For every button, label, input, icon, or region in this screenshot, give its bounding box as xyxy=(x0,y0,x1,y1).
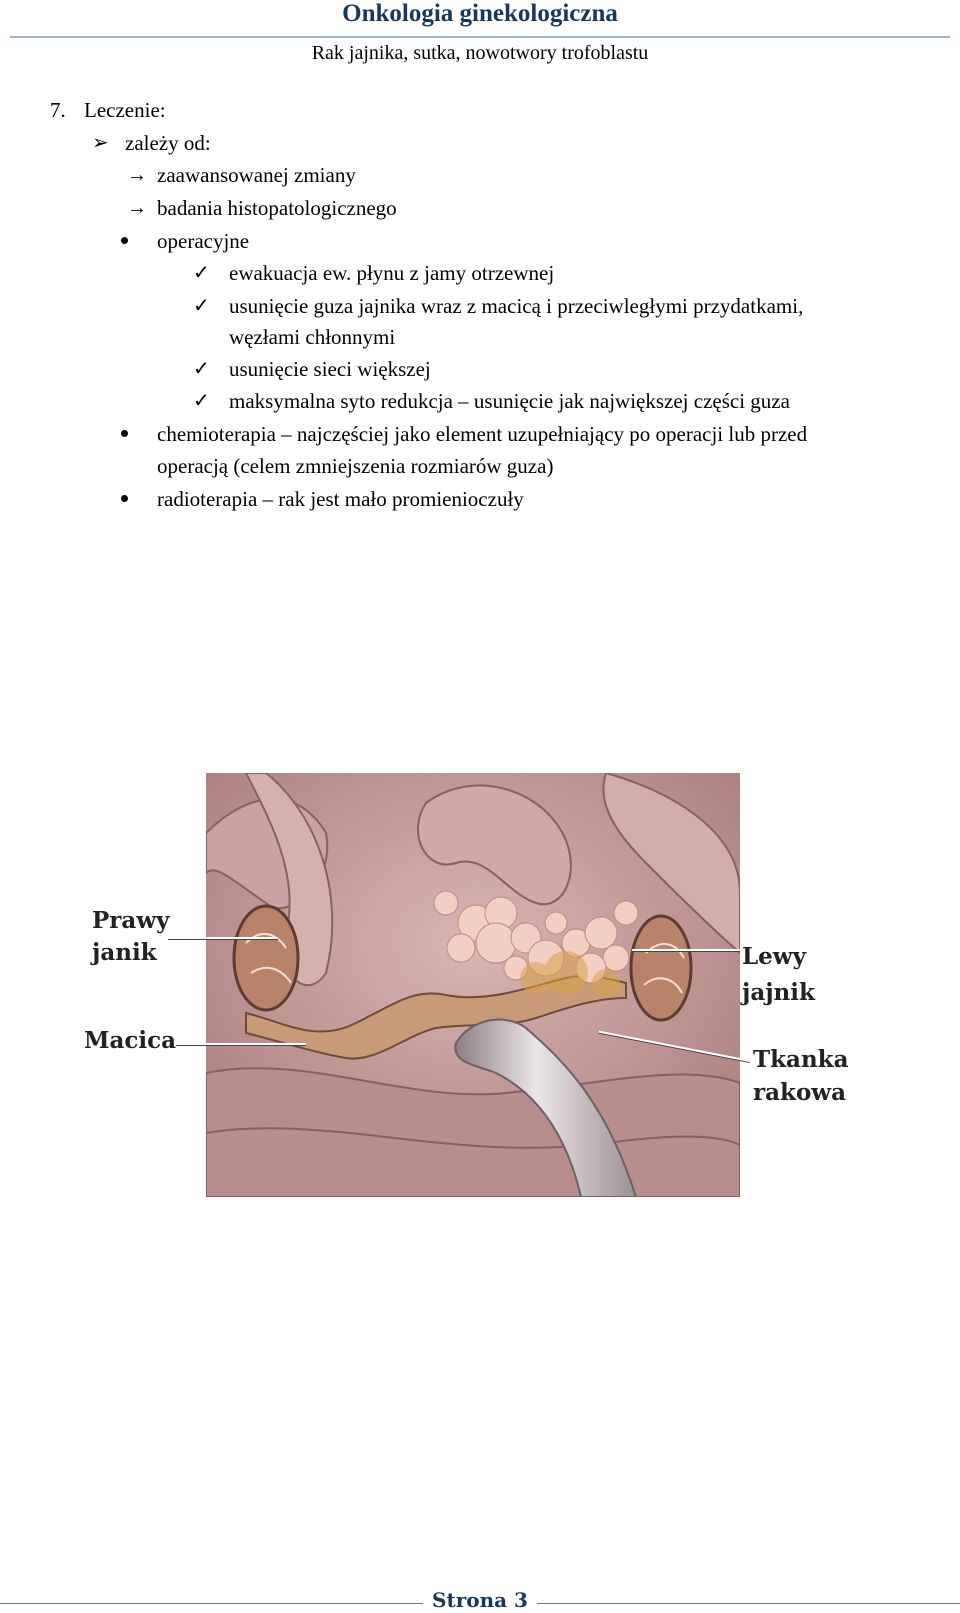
chemo-text-continuation: operacją (celem zmniejszenia rozmiarów guza) xyxy=(157,454,554,478)
label-left-ovary-line2: jajnik xyxy=(742,979,815,1006)
bullet-icon xyxy=(121,237,128,244)
bullet-icon xyxy=(121,495,128,502)
arrow-icon: → xyxy=(127,197,147,219)
list-item: zaawansowanej zmiany xyxy=(157,163,356,187)
bullet-icon xyxy=(121,430,128,437)
label-cancer-tissue-line1: Tkanka xyxy=(753,1046,849,1073)
label-cancer-tissue-line2: rakowa xyxy=(753,1079,846,1106)
check-icon: ✓ xyxy=(193,262,210,284)
header-rule xyxy=(10,36,950,38)
label-right-ovary-line2: janik xyxy=(92,939,157,966)
page-number: Strona 3 xyxy=(423,1588,537,1612)
label-uterus: Macica xyxy=(84,1027,177,1054)
pointer-right-ovary xyxy=(168,937,278,939)
check-icon: ✓ xyxy=(193,390,210,412)
label-left-ovary-line1: Lewy xyxy=(742,943,806,970)
list-item-continuation: węzłami chłonnymi xyxy=(229,325,396,349)
list-item: badania histopatologicznego xyxy=(157,196,397,220)
pointer-uterus xyxy=(176,1043,306,1045)
list-item: ewakuacja ew. płynu z jamy otrzewnej xyxy=(229,261,555,285)
check-icon: ✓ xyxy=(193,295,210,317)
section-number: 7. xyxy=(50,98,66,122)
section-heading: Leczenie: xyxy=(84,98,166,122)
document-subtitle: Rak jajnika, sutka, nowotwory trofoblastu xyxy=(311,42,649,64)
ovarian-cancer-illustration xyxy=(206,773,740,1197)
chemo-text: chemioterapia – najczęściej jako element uzupełniający po operacji lub przed xyxy=(157,422,808,446)
triangle-bullet-icon: ➢ xyxy=(92,132,109,154)
arrow-icon: → xyxy=(127,164,147,186)
check-icon: ✓ xyxy=(193,358,210,380)
radio-text: radioterapia – rak jest mało promienioczuły xyxy=(157,487,524,511)
list-item: usunięcie sieci większej xyxy=(229,357,431,381)
depends-label: zależy od: xyxy=(125,131,211,155)
document-title: Onkologia ginekologiczna xyxy=(342,0,618,27)
list-item: maksymalna syto redukcja – usunięcie jak największej części guza xyxy=(229,389,790,413)
pointer-left-ovary xyxy=(632,949,740,951)
illustration-svg xyxy=(206,773,740,1197)
surgical-label: operacyjne xyxy=(157,229,250,253)
label-right-ovary-line1: Prawy xyxy=(92,907,170,934)
list-item: usunięcie guza jajnika wraz z macicą i przeciwległymi przydatkami, xyxy=(229,294,804,318)
